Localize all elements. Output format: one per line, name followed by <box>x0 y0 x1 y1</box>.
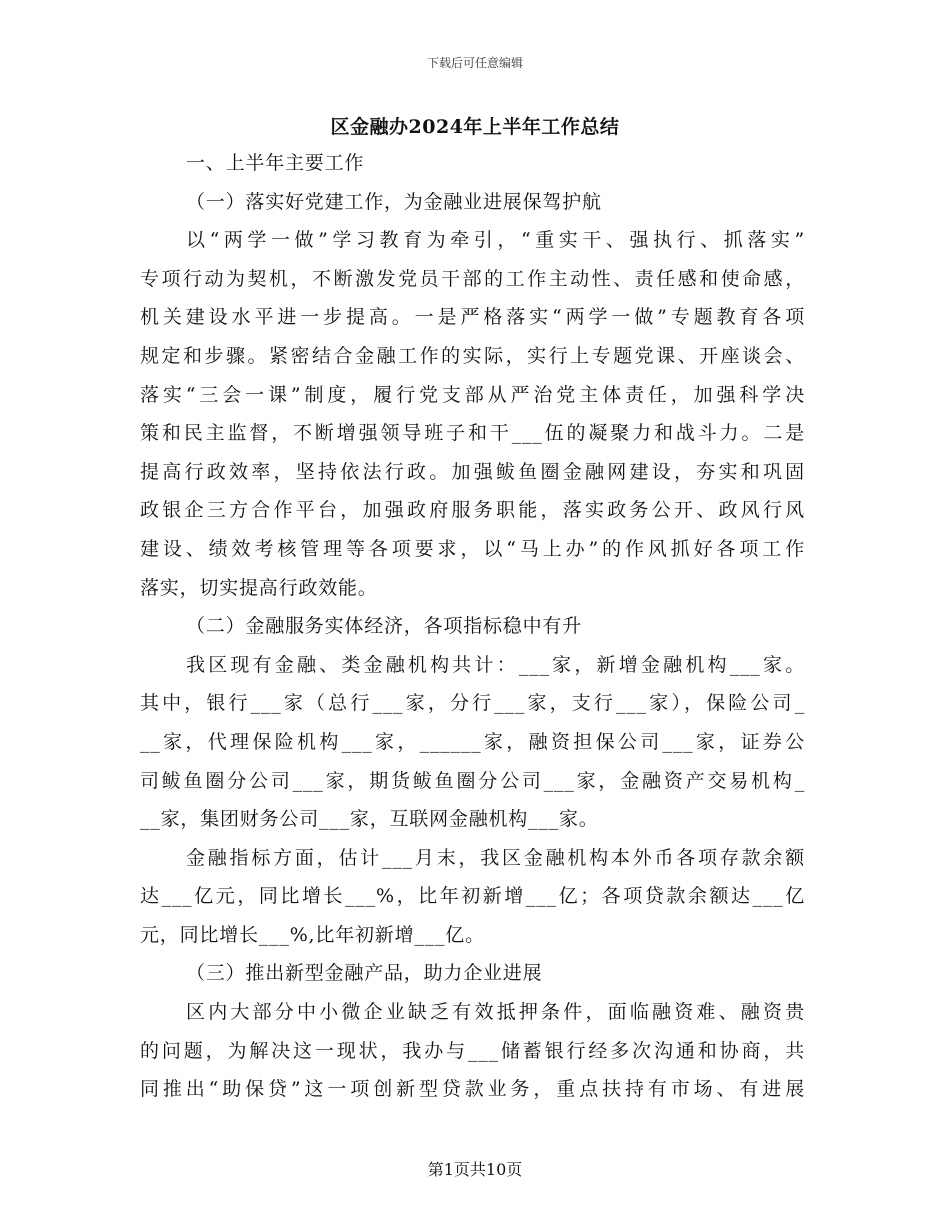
paragraph-line: 我区现有金融、类金融机构共计：___家，新增金融机构___家。 <box>186 653 805 676</box>
paragraph-line: 提高行政效率，坚持依法行政。加强鲅鱼圈金融网建设，夯实和巩固 <box>140 460 805 483</box>
paragraph-line: 建设、绩效考核管理等各项要求，以“马上办”的作风抓好各项工作 <box>140 537 805 560</box>
paragraph-line: 金融指标方面，估计___月末，我区金融机构本外币各项存款余额 <box>186 846 805 869</box>
paragraph-line: 机关建设水平进一步提高。一是严格落实“两学一做”专题教育各项 <box>140 306 805 329</box>
document-title: 区金融办2024年上半年工作总结 <box>330 116 620 138</box>
document-body <box>140 144 805 1109</box>
paragraph-line: __家，代理保险机构___家，______家，融资担保公司___家，证券公 <box>140 730 805 753</box>
page-header: 下载后可任意编辑 <box>426 56 523 70</box>
paragraph-line: 其中，银行___家（总行___家，分行___家，支行___家），保险公司_ <box>140 692 805 715</box>
paragraph-line: __家，集团财务公司___家，互联网金融机构___家。 <box>140 808 599 831</box>
section-heading: 一、上半年主要工作 <box>186 152 365 174</box>
paragraph-line: 达___亿元，同比增长___%，比年初新增___亿；各项贷款余额达___亿 <box>140 885 805 908</box>
subsection-heading: （三）推出新型金融产品，助力企业进展 <box>186 962 543 985</box>
paragraph-line: 的问题，为解决这一现状，我办与___储蓄银行经多次沟通和协商，共 <box>140 1039 805 1062</box>
paragraph-line: 落实，切实提高行政效能。 <box>140 576 378 599</box>
subsection-heading: （二）金融服务实体经济，各项指标稳中有升 <box>186 615 583 638</box>
paragraph-line: 同推出“助保贷”这一项创新型贷款业务，重点扶持有市场、有进展 <box>140 1078 805 1101</box>
paragraph-line: 以“两学一做”学习教育为牵引，“重实干、强执行、抓落实” <box>186 229 805 252</box>
paragraph-line: 规定和步骤。紧密结合金融工作的实际，实行上专题党课、开座谈会、 <box>140 344 805 367</box>
paragraph-line: 司鲅鱼圈分公司___家，期货鲅鱼圈分公司___家，金融资产交易机构_ <box>140 769 805 792</box>
paragraph-line: 专项行动为契机，不断激发党员干部的工作主动性、责任感和使命感， <box>140 267 805 290</box>
paragraph-line: 策和民主监督，不断增强领导班子和干___伍的凝聚力和战斗力。二是 <box>140 422 805 445</box>
subsection-heading: （一）落实好党建工作，为金融业进展保驾护航 <box>186 190 602 213</box>
paragraph-line: 落实“三会一课”制度，履行党支部从严治党主体责任，加强科学决 <box>140 383 805 406</box>
paragraph-line: 区内大部分中小微企业缺乏有效抵押条件，面临融资难、融资贵 <box>186 1001 805 1024</box>
paragraph-line: 元，同比增长___%,比年初新增___亿。 <box>140 923 485 946</box>
page-footer: 第1页共10页 <box>427 1160 523 1179</box>
paragraph-line: 政银企三方合作平台，加强政府服务职能，落实政务公开、政风行风 <box>140 499 805 522</box>
